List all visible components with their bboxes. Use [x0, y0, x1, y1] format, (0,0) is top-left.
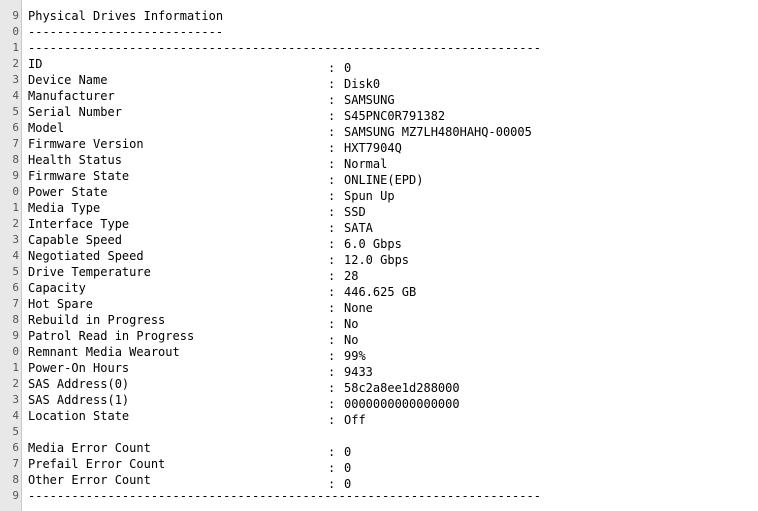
line-number: 9 [12, 169, 19, 182]
field-label: Serial Number [28, 105, 122, 119]
field-separator: : [328, 253, 336, 267]
line-number: 1 [12, 361, 19, 374]
field-label: Power State [28, 185, 108, 199]
field-row [28, 248, 758, 267]
line-number: 4 [12, 89, 19, 102]
field-value: 0 [344, 445, 352, 459]
field-row [28, 344, 758, 363]
line-number: 7 [12, 457, 19, 470]
field-label: Prefail Error Count [28, 457, 166, 471]
field-value: No [344, 317, 359, 331]
field-value: 446.625 GB [344, 285, 417, 299]
field-value: 6.0 Gbps [344, 237, 402, 251]
field-value: 0000000000000000 [344, 397, 460, 411]
line-number: 5 [12, 425, 19, 438]
field-label: Negotiated Speed [28, 249, 144, 263]
line-number: 7 [12, 137, 19, 150]
field-value: 99% [344, 349, 366, 363]
field-row [28, 280, 758, 299]
field-separator: : [328, 477, 336, 491]
field-value: 0 [344, 61, 352, 75]
field-separator: : [328, 333, 336, 347]
field-row [28, 216, 758, 235]
field-separator: : [328, 285, 336, 299]
field-separator: : [328, 141, 336, 155]
field-label: Media Type [28, 201, 101, 215]
line-number: 4 [12, 409, 19, 422]
field-row [28, 88, 758, 107]
field-label: Device Name [28, 73, 108, 87]
field-label: Other Error Count [28, 473, 151, 487]
field-label: SAS Address(0) [28, 377, 130, 391]
field-separator: : [328, 157, 336, 171]
line-number: 9 [12, 489, 19, 502]
field-label: Drive Temperature [28, 265, 151, 279]
field-label: Location State [28, 409, 130, 423]
field-separator: : [328, 381, 336, 395]
field-value: 28 [344, 269, 359, 283]
field-separator: : [328, 173, 336, 187]
line-number: 3 [12, 73, 19, 86]
line-number: 9 [12, 9, 19, 22]
field-value: No [344, 333, 359, 347]
line-number: 4 [12, 249, 19, 262]
field-separator: : [328, 93, 336, 107]
field-value: Normal [344, 157, 388, 171]
line-number: 1 [12, 41, 19, 54]
field-label: Model [28, 121, 65, 135]
line-number: 6 [12, 441, 19, 454]
field-row [28, 392, 758, 411]
field-value: SAMSUNG [344, 93, 395, 107]
line-number: 7 [12, 297, 19, 310]
field-value: HXT7904Q [344, 141, 402, 155]
field-separator: : [328, 413, 336, 427]
report-title: Physical Drives Information [28, 9, 224, 23]
drive-error-list [28, 440, 758, 491]
field-separator: : [328, 77, 336, 91]
field-label: Firmware State [28, 169, 130, 183]
field-separator: : [328, 125, 336, 139]
field-separator: : [328, 301, 336, 315]
line-number: 0 [12, 25, 19, 38]
field-separator: : [328, 237, 336, 251]
line-number: 2 [12, 217, 19, 230]
field-separator: : [328, 365, 336, 379]
field-label: SAS Address(1) [28, 393, 130, 407]
field-value: SSD [344, 205, 366, 219]
field-row [28, 184, 758, 203]
line-number: 5 [12, 105, 19, 118]
field-value: Spun Up [344, 189, 395, 203]
field-separator: : [328, 445, 336, 459]
line-number: 3 [12, 233, 19, 246]
field-row [28, 104, 758, 123]
field-label: Manufacturer [28, 89, 115, 103]
line-number: 6 [12, 121, 19, 134]
drive-field-list [28, 56, 758, 427]
field-row [28, 168, 758, 187]
field-value: 0 [344, 477, 352, 491]
field-value: 58c2a8ee1d288000 [344, 381, 460, 395]
field-row [28, 328, 758, 347]
field-value: None [344, 301, 373, 315]
rule-top: ----------------------------------------------------------------------- [28, 41, 541, 55]
field-separator: : [328, 61, 336, 75]
line-number: 8 [12, 153, 19, 166]
field-row [28, 56, 758, 75]
field-separator: : [328, 189, 336, 203]
line-number: 1 [12, 201, 19, 214]
field-label: Power-On Hours [28, 361, 130, 375]
field-label: Media Error Count [28, 441, 151, 455]
field-value: Disk0 [344, 77, 381, 91]
field-value: S45PNC0R791382 [344, 109, 446, 123]
terminal-output [22, 0, 758, 511]
field-row [28, 456, 758, 475]
field-separator: : [328, 269, 336, 283]
field-label: Hot Spare [28, 297, 94, 311]
field-value: Off [344, 413, 366, 427]
field-separator: : [328, 461, 336, 475]
field-label: Remnant Media Wearout [28, 345, 180, 359]
field-label: Capable Speed [28, 233, 122, 247]
field-separator: : [328, 109, 336, 123]
field-value: SATA [344, 221, 373, 235]
field-label: ID [28, 57, 43, 71]
field-separator: : [328, 397, 336, 411]
field-value: ONLINE(EPD) [344, 173, 424, 187]
field-label: Patrol Read in Progress [28, 329, 195, 343]
field-row [28, 72, 758, 91]
field-separator: : [328, 349, 336, 363]
line-number: 0 [12, 185, 19, 198]
line-number: 8 [12, 473, 19, 486]
field-value: 9433 [344, 365, 373, 379]
field-row [28, 232, 758, 251]
line-number: 8 [12, 313, 19, 326]
line-number: 6 [12, 281, 19, 294]
report-title-underline: --------------------------- [28, 25, 224, 39]
line-number: 3 [12, 393, 19, 406]
line-number: 5 [12, 265, 19, 278]
rule-bottom: ----------------------------------------------------------------------- [28, 489, 541, 503]
field-row [28, 120, 758, 139]
field-value: 0 [344, 461, 352, 475]
field-label: Capacity [28, 281, 86, 295]
field-row [28, 376, 758, 395]
field-row [28, 136, 758, 155]
field-value: 12.0 Gbps [344, 253, 410, 267]
field-row [28, 312, 758, 331]
line-number: 0 [12, 345, 19, 358]
field-value: SAMSUNG MZ7LH480HAHQ-00005 [344, 125, 532, 139]
field-label: Interface Type [28, 217, 130, 231]
field-row [28, 360, 758, 379]
line-number-gutter [0, 0, 22, 511]
field-separator: : [328, 205, 336, 219]
field-label: Firmware Version [28, 137, 144, 151]
line-number: 2 [12, 377, 19, 390]
line-number: 9 [12, 329, 19, 342]
field-separator: : [328, 317, 336, 331]
field-label: Rebuild in Progress [28, 313, 166, 327]
field-label: Health Status [28, 153, 122, 167]
blank-line [28, 424, 758, 440]
line-number: 2 [12, 57, 19, 70]
field-row [28, 472, 758, 491]
field-separator: : [328, 221, 336, 235]
field-row [28, 440, 758, 459]
